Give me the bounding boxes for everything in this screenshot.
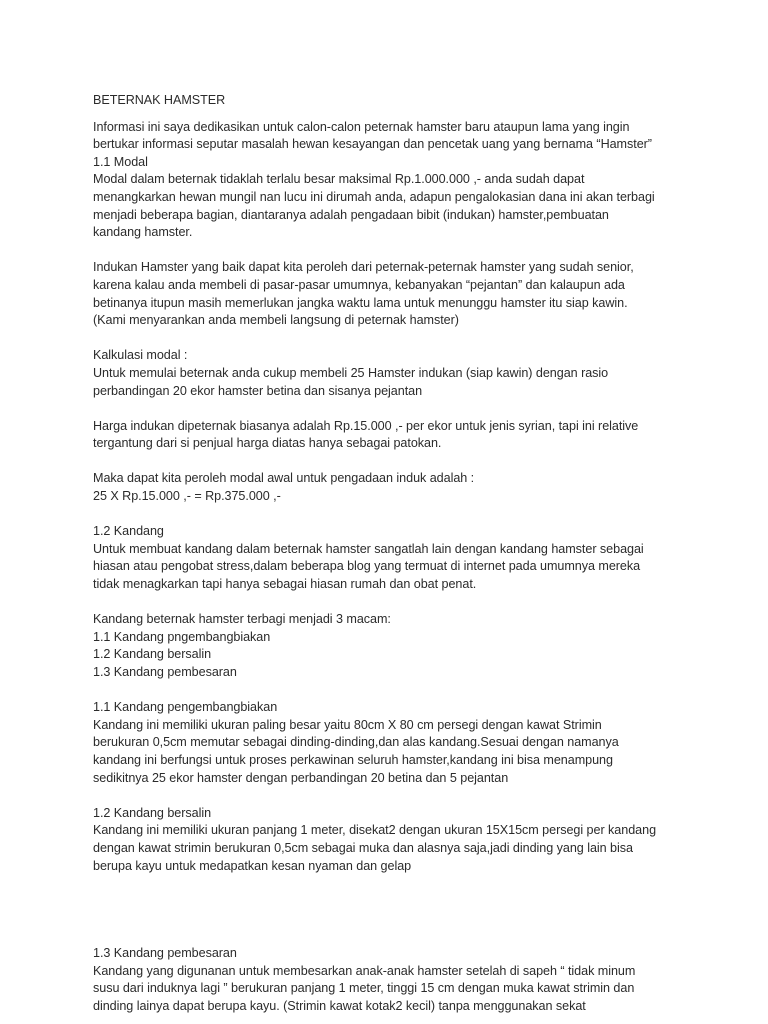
paragraph-kalkulasi [93, 347, 733, 400]
text-line: menangkarkan hewan mungil nan lucu ini dirumah anda, adapun pengalokasian dana ini akan terbagi [93, 189, 655, 204]
text-line: menjadi beberapa bagian, diantaranya adalah pengadaan bibit (indukan) hamster,pembuatan [93, 207, 609, 222]
text-line: Informasi ini saya dedikasikan untuk calon-calon peternak hamster baru ataupun lama yang ingin [93, 119, 630, 134]
text-line: tergantung dari si penjual harga diatas hanya sebagai patokan. [93, 436, 442, 451]
text-line: berukuran 0,5cm memutar sebagai dinding-dinding,dan alas kandang.Sesuai dengan namanya [93, 735, 619, 750]
text-line: Untuk memulai beternak anda cukup membeli 25 Hamster indukan (siap kawin) dengan rasio [93, 365, 609, 380]
text-line: (Kami menyarankan anda membeli langsung di peternak hamster) [93, 313, 459, 328]
section-heading-kandang: 1.2 Kandang [93, 524, 164, 539]
paragraph-intro [93, 119, 733, 242]
paragraph-kandang [93, 523, 733, 593]
section-heading-modal: 1.1 Modal [93, 154, 148, 169]
paragraph-gap [93, 594, 733, 612]
paragraph-modal-awal [93, 470, 733, 505]
text-line: susu dari induknya lagi ” berukuran panjang 1 meter, tinggi 15 cm dengan muka kawat strimin dan [93, 981, 635, 996]
text-line: betinanya itupun masih memerlukan jangka waktu lama untuk menunggu hamster itu siap kawin. [93, 295, 628, 310]
paragraph-macam [93, 611, 733, 681]
text-line: kandang hamster. [93, 225, 193, 240]
section-heading-bersalin: 1.2 Kandang bersalin [93, 805, 212, 820]
list-item: 1.2 Kandang bersalin [93, 647, 212, 662]
paragraph-gap [93, 682, 733, 700]
text-line: Kandang ini memiliki ukuran panjang 1 meter, disekat2 dengan ukuran 15X15cm persegi per kandang [93, 823, 657, 838]
text-line: 25 X Rp.15.000 ,- = Rp.375.000 ,- [93, 489, 281, 504]
paragraph-bersalin [93, 805, 733, 875]
text-line: dengan kawat strimin berukuran 0,5cm sebagai muka dan alasnya saja,jadi dinding yang lain bisa [93, 840, 633, 855]
document-title: BETERNAK HAMSTER [93, 93, 226, 107]
text-line: sedikitnya 25 ekor hamster dengan perbandingan 20 betina dan 5 pejantan [93, 770, 509, 785]
text-line: tidak menagkarkan tapi hanya sebagai hiasan rumah dan obat penat. [93, 577, 477, 592]
text-line: karena kalau anda membeli di pasar-pasar umumnya, kebanyakan “pejantan” dan kalaupun ada [93, 277, 625, 292]
paragraph-gap [93, 400, 733, 418]
text-line: perbandingan 20 ekor hamster betina dan sisanya pejantan [93, 383, 423, 398]
paragraph-pengembangbiakan [93, 699, 733, 787]
paragraph-gap [93, 242, 733, 260]
text-line: kandang ini berfungsi untuk proses perkawinan seluruh hamster,kandang ini bisa menampung [93, 752, 613, 767]
text-line: dinding lainya dapat berupa kayu. (Strimin kawat kotak2 kecil) tanpa menggunakan sekat [93, 998, 586, 1013]
text-line: berupa kayu untuk medapatkan kesan nyaman dan gelap [93, 858, 412, 873]
paragraph-gap [93, 330, 733, 348]
paragraph-indukan [93, 259, 733, 329]
paragraph-gap [93, 453, 733, 471]
text-line: Untuk membuat kandang dalam beternak hamster sangatlah lain dengan kandang hamster sebagai [93, 541, 644, 556]
text-line: Kalkulasi modal : [93, 348, 188, 363]
paragraph-harga [93, 418, 733, 453]
section-heading-pengembangbiakan: 1.1 Kandang pengembangbiakan [93, 700, 278, 715]
paragraph-gap [93, 875, 733, 945]
paragraph-gap [93, 506, 733, 524]
text-line: hiasan atau pengobat stress,dalam beberapa blog yang termuat di internet pada umumnya mereka [93, 559, 641, 574]
text-line: Harga indukan dipeternak biasanya adalah Rp.15.000 ,- per ekor untuk jenis syrian, tapi ini relative [93, 418, 639, 433]
text-line: Kandang beternak hamster terbagi menjadi 3 macam: [93, 612, 391, 627]
text-line: Modal dalam beternak tidaklah terlalu besar maksimal Rp.1.000.000 ,- anda sudah dapat [93, 172, 585, 187]
document-page [93, 92, 733, 1016]
paragraph-pembesaran [93, 945, 733, 1015]
section-heading-pembesaran: 1.3 Kandang pembesaran [93, 946, 237, 961]
text-line: Maka dapat kita peroleh modal awal untuk pengadaan induk adalah : [93, 471, 475, 486]
text-line: bertukar informasi seputar masalah hewan kesayangan dan pencetak uang yang bernama “Hamster” [93, 137, 652, 152]
text-line: Kandang ini memiliki ukuran paling besar yaitu 80cm X 80 cm persegi dengan kawat Strimin [93, 717, 602, 732]
list-item: 1.1 Kandang pngembangbiakan [93, 629, 271, 644]
list-item: 1.3 Kandang pembesaran [93, 665, 237, 679]
text-line: Indukan Hamster yang baik dapat kita peroleh dari peternak-peternak hamster yang sudah senior, [93, 260, 634, 275]
text-line: Kandang yang digunanan untuk membesarkan anak-anak hamster setelah di sapeh “ tidak minum [93, 963, 636, 978]
paragraph-gap [93, 787, 733, 805]
